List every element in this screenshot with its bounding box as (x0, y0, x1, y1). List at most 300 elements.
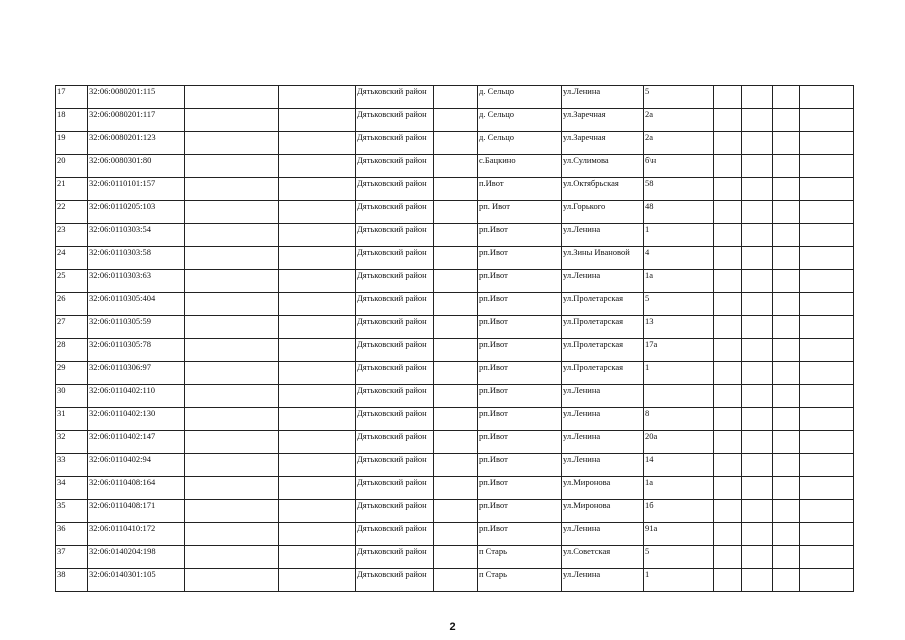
street-cell: ул.Ленина (562, 270, 644, 293)
settlement-cell: рп.Ивот (478, 523, 562, 546)
empty-cell (742, 339, 773, 362)
row-number-cell: 30 (56, 385, 88, 408)
empty-cell (279, 224, 356, 247)
cadastral-number-cell: 32:06:0110410:172 (88, 523, 185, 546)
house-number-cell: 13 (644, 316, 714, 339)
house-number-cell: 14 (644, 454, 714, 477)
street-cell: ул.Миронова (562, 500, 644, 523)
empty-cell (279, 316, 356, 339)
empty-cell (773, 500, 800, 523)
empty-cell (185, 109, 279, 132)
empty-cell (714, 339, 742, 362)
empty-cell (800, 339, 854, 362)
table-row (56, 86, 854, 109)
settlement-cell: рп.Ивот (478, 431, 562, 454)
empty-cell (800, 523, 854, 546)
empty-cell (773, 362, 800, 385)
empty-cell (714, 500, 742, 523)
district-cell: Дятьковский район (356, 477, 434, 500)
table-body (56, 86, 854, 592)
empty-cell (279, 132, 356, 155)
empty-cell (714, 385, 742, 408)
empty-cell (185, 224, 279, 247)
empty-cell (773, 431, 800, 454)
district-cell: Дятьковский район (356, 201, 434, 224)
settlement-cell: рп.Ивот (478, 500, 562, 523)
table-row (56, 546, 854, 569)
page-number: 2 (449, 621, 456, 633)
street-cell: ул.Заречная (562, 109, 644, 132)
district-cell: Дятьковский район (356, 316, 434, 339)
empty-cell (185, 546, 279, 569)
empty-cell (800, 569, 854, 592)
empty-cell (185, 385, 279, 408)
empty-cell (279, 270, 356, 293)
empty-cell (742, 454, 773, 477)
empty-cell (185, 316, 279, 339)
empty-cell (714, 293, 742, 316)
row-number-cell: 25 (56, 270, 88, 293)
empty-cell (773, 201, 800, 224)
empty-cell (279, 523, 356, 546)
empty-cell (279, 569, 356, 592)
cadastral-number-cell: 32:06:0080201:123 (88, 132, 185, 155)
empty-cell (800, 546, 854, 569)
street-cell: ул.Пролетарская (562, 339, 644, 362)
row-number-cell: 38 (56, 569, 88, 592)
empty-cell (773, 293, 800, 316)
street-cell: ул.Ленина (562, 385, 644, 408)
empty-cell (773, 454, 800, 477)
district-cell: Дятьковский район (356, 86, 434, 109)
empty-cell (742, 477, 773, 500)
empty-cell (434, 385, 478, 408)
empty-cell (185, 454, 279, 477)
empty-cell (714, 523, 742, 546)
empty-cell (800, 408, 854, 431)
street-cell: ул.Горького (562, 201, 644, 224)
empty-cell (279, 408, 356, 431)
empty-cell (773, 270, 800, 293)
empty-cell (800, 431, 854, 454)
empty-cell (773, 132, 800, 155)
street-cell: ул.Зины Ивановой (562, 247, 644, 270)
table-row (56, 339, 854, 362)
row-number-cell: 31 (56, 408, 88, 431)
cadastral-number-cell: 32:06:0080201:117 (88, 109, 185, 132)
empty-cell (714, 569, 742, 592)
cadastral-number-cell: 32:06:0110205:103 (88, 201, 185, 224)
empty-cell (185, 408, 279, 431)
district-cell: Дятьковский район (356, 155, 434, 178)
street-cell: ул.Октябрьская (562, 178, 644, 201)
empty-cell (714, 546, 742, 569)
table-row (56, 385, 854, 408)
empty-cell (773, 523, 800, 546)
street-cell: ул.Миронова (562, 477, 644, 500)
house-number-cell: 91а (644, 523, 714, 546)
empty-cell (279, 178, 356, 201)
street-cell: ул.Ленина (562, 523, 644, 546)
empty-cell (773, 109, 800, 132)
empty-cell (800, 224, 854, 247)
row-number-cell: 18 (56, 109, 88, 132)
empty-cell (279, 293, 356, 316)
empty-cell (773, 178, 800, 201)
empty-cell (434, 109, 478, 132)
row-number-cell: 34 (56, 477, 88, 500)
empty-cell (185, 178, 279, 201)
cadastral-number-cell: 32:06:0080201:115 (88, 86, 185, 109)
empty-cell (279, 454, 356, 477)
empty-cell (185, 86, 279, 109)
empty-cell (185, 247, 279, 270)
row-number-cell: 36 (56, 523, 88, 546)
empty-cell (742, 362, 773, 385)
empty-cell (773, 316, 800, 339)
empty-cell (800, 247, 854, 270)
district-cell: Дятьковский район (356, 339, 434, 362)
empty-cell (773, 86, 800, 109)
house-number-cell (644, 385, 714, 408)
row-number-cell: 37 (56, 546, 88, 569)
row-number-cell: 24 (56, 247, 88, 270)
empty-cell (434, 569, 478, 592)
empty-cell (185, 523, 279, 546)
table-row (56, 224, 854, 247)
empty-cell (185, 569, 279, 592)
street-cell: ул.Пролетарская (562, 316, 644, 339)
empty-cell (742, 569, 773, 592)
empty-cell (434, 178, 478, 201)
table-row (56, 293, 854, 316)
empty-cell (742, 132, 773, 155)
empty-cell (800, 132, 854, 155)
empty-cell (742, 316, 773, 339)
empty-cell (279, 546, 356, 569)
table-row (56, 362, 854, 385)
settlement-cell: с.Бацкино (478, 155, 562, 178)
empty-cell (279, 500, 356, 523)
house-number-cell: 58 (644, 178, 714, 201)
empty-cell (434, 293, 478, 316)
house-number-cell: б\н (644, 155, 714, 178)
empty-cell (742, 385, 773, 408)
settlement-cell: п.Ивот (478, 178, 562, 201)
table-row (56, 454, 854, 477)
empty-cell (800, 270, 854, 293)
empty-cell (434, 201, 478, 224)
empty-cell (434, 270, 478, 293)
settlement-cell: рп.Ивот (478, 454, 562, 477)
empty-cell (773, 247, 800, 270)
empty-cell (434, 523, 478, 546)
empty-cell (800, 385, 854, 408)
street-cell: ул.Ленина (562, 569, 644, 592)
settlement-cell: рп.Ивот (478, 362, 562, 385)
row-number-cell: 22 (56, 201, 88, 224)
empty-cell (714, 86, 742, 109)
row-number-cell: 35 (56, 500, 88, 523)
empty-cell (185, 293, 279, 316)
row-number-cell: 23 (56, 224, 88, 247)
settlement-cell: д. Сельцо (478, 132, 562, 155)
cadastral-number-cell: 32:06:0110303:63 (88, 270, 185, 293)
empty-cell (800, 155, 854, 178)
empty-cell (714, 178, 742, 201)
cadastral-number-cell: 32:06:0110305:59 (88, 316, 185, 339)
empty-cell (714, 454, 742, 477)
empty-cell (185, 339, 279, 362)
street-cell: ул.Пролетарская (562, 362, 644, 385)
district-cell: Дятьковский район (356, 569, 434, 592)
district-cell: Дятьковский район (356, 224, 434, 247)
cadastral-number-cell: 32:06:0080301:80 (88, 155, 185, 178)
row-number-cell: 19 (56, 132, 88, 155)
empty-cell (800, 86, 854, 109)
district-cell: Дятьковский район (356, 132, 434, 155)
empty-cell (185, 362, 279, 385)
empty-cell (714, 316, 742, 339)
empty-cell (714, 431, 742, 454)
house-number-cell: 2а (644, 109, 714, 132)
settlement-cell: рп.Ивот (478, 339, 562, 362)
table-row (56, 431, 854, 454)
cadastral-number-cell: 32:06:0110303:54 (88, 224, 185, 247)
row-number-cell: 28 (56, 339, 88, 362)
empty-cell (714, 362, 742, 385)
empty-cell (434, 546, 478, 569)
empty-cell (773, 224, 800, 247)
empty-cell (742, 178, 773, 201)
empty-cell (279, 86, 356, 109)
empty-cell (773, 408, 800, 431)
house-number-cell: 17а (644, 339, 714, 362)
empty-cell (185, 201, 279, 224)
table-row (56, 270, 854, 293)
house-number-cell: 48 (644, 201, 714, 224)
street-cell: ул.Ленина (562, 408, 644, 431)
street-cell: ул.Сулимова (562, 155, 644, 178)
empty-cell (773, 339, 800, 362)
empty-cell (800, 362, 854, 385)
district-cell: Дятьковский район (356, 523, 434, 546)
settlement-cell: рп.Ивот (478, 270, 562, 293)
empty-cell (773, 477, 800, 500)
cadastral-number-cell: 32:06:0110402:130 (88, 408, 185, 431)
empty-cell (714, 224, 742, 247)
row-number-cell: 29 (56, 362, 88, 385)
district-cell: Дятьковский район (356, 362, 434, 385)
settlement-cell: рп.Ивот (478, 247, 562, 270)
empty-cell (434, 316, 478, 339)
street-cell: ул.Пролетарская (562, 293, 644, 316)
street-cell: ул.Заречная (562, 132, 644, 155)
empty-cell (434, 408, 478, 431)
empty-cell (800, 477, 854, 500)
settlement-cell: рп.Ивот (478, 224, 562, 247)
table-row (56, 569, 854, 592)
empty-cell (742, 224, 773, 247)
settlement-cell: д. Сельцо (478, 86, 562, 109)
empty-cell (800, 201, 854, 224)
empty-cell (279, 385, 356, 408)
empty-cell (714, 155, 742, 178)
empty-cell (714, 132, 742, 155)
table-row (56, 247, 854, 270)
cadastral-number-cell: 32:06:0110408:171 (88, 500, 185, 523)
empty-cell (773, 569, 800, 592)
settlement-cell: рп.Ивот (478, 293, 562, 316)
table-row (56, 477, 854, 500)
empty-cell (279, 362, 356, 385)
empty-cell (185, 477, 279, 500)
district-cell: Дятьковский район (356, 408, 434, 431)
empty-cell (185, 132, 279, 155)
settlement-cell: рп. Ивот (478, 201, 562, 224)
district-cell: Дятьковский район (356, 500, 434, 523)
empty-cell (742, 155, 773, 178)
table-row (56, 523, 854, 546)
empty-cell (185, 500, 279, 523)
district-cell: Дятьковский район (356, 431, 434, 454)
empty-cell (279, 155, 356, 178)
empty-cell (185, 270, 279, 293)
empty-cell (434, 155, 478, 178)
empty-cell (434, 454, 478, 477)
house-number-cell: 8 (644, 408, 714, 431)
empty-cell (279, 431, 356, 454)
empty-cell (742, 201, 773, 224)
cadastral-number-cell: 32:06:0110303:58 (88, 247, 185, 270)
cadastral-number-cell: 32:06:0110305:404 (88, 293, 185, 316)
house-number-cell: 1 (644, 569, 714, 592)
empty-cell (714, 408, 742, 431)
cadastral-number-cell: 32:06:0110402:94 (88, 454, 185, 477)
empty-cell (714, 270, 742, 293)
empty-cell (773, 546, 800, 569)
house-number-cell: 20а (644, 431, 714, 454)
street-cell: ул.Ленина (562, 224, 644, 247)
empty-cell (800, 293, 854, 316)
table-row (56, 408, 854, 431)
cadastral-number-cell: 32:06:0110306:97 (88, 362, 185, 385)
district-cell: Дятьковский район (356, 293, 434, 316)
cadastral-number-cell: 32:06:0110305:78 (88, 339, 185, 362)
street-cell: ул.Советская (562, 546, 644, 569)
row-number-cell: 32 (56, 431, 88, 454)
empty-cell (434, 431, 478, 454)
cadastral-number-cell: 32:06:0140301:105 (88, 569, 185, 592)
table-row (56, 178, 854, 201)
house-number-cell: 1а (644, 477, 714, 500)
empty-cell (742, 431, 773, 454)
empty-cell (742, 247, 773, 270)
empty-cell (434, 247, 478, 270)
street-cell: ул.Ленина (562, 431, 644, 454)
settlement-cell: рп.Ивот (478, 408, 562, 431)
table-row (56, 316, 854, 339)
house-number-cell: 5 (644, 86, 714, 109)
cadastral-number-cell: 32:06:0110402:147 (88, 431, 185, 454)
empty-cell (279, 477, 356, 500)
district-cell: Дятьковский район (356, 546, 434, 569)
district-cell: Дятьковский район (356, 454, 434, 477)
district-cell: Дятьковский район (356, 178, 434, 201)
row-number-cell: 17 (56, 86, 88, 109)
house-number-cell: 2а (644, 132, 714, 155)
empty-cell (742, 293, 773, 316)
table-row (56, 500, 854, 523)
empty-cell (742, 270, 773, 293)
cadastral-number-cell: 32:06:0110402:110 (88, 385, 185, 408)
empty-cell (185, 155, 279, 178)
table-row (56, 155, 854, 178)
table-row (56, 201, 854, 224)
settlement-cell: п Старь (478, 569, 562, 592)
settlement-cell: рп.Ивот (478, 477, 562, 500)
empty-cell (279, 339, 356, 362)
house-number-cell: 5 (644, 293, 714, 316)
empty-cell (714, 109, 742, 132)
empty-cell (279, 247, 356, 270)
house-number-cell: 4 (644, 247, 714, 270)
empty-cell (185, 431, 279, 454)
street-cell: ул.Ленина (562, 86, 644, 109)
empty-cell (742, 500, 773, 523)
settlement-cell: рп.Ивот (478, 316, 562, 339)
empty-cell (800, 109, 854, 132)
district-cell: Дятьковский район (356, 247, 434, 270)
empty-cell (742, 523, 773, 546)
empty-cell (434, 86, 478, 109)
empty-cell (434, 362, 478, 385)
table-row (56, 109, 854, 132)
empty-cell (773, 385, 800, 408)
empty-cell (742, 408, 773, 431)
empty-cell (800, 454, 854, 477)
district-cell: Дятьковский район (356, 270, 434, 293)
empty-cell (800, 316, 854, 339)
empty-cell (800, 178, 854, 201)
empty-cell (434, 500, 478, 523)
row-number-cell: 21 (56, 178, 88, 201)
empty-cell (434, 339, 478, 362)
row-number-cell: 26 (56, 293, 88, 316)
empty-cell (279, 201, 356, 224)
house-number-cell: 1б (644, 500, 714, 523)
house-number-cell: 1а (644, 270, 714, 293)
empty-cell (742, 546, 773, 569)
empty-cell (434, 224, 478, 247)
street-cell: ул.Ленина (562, 454, 644, 477)
cadastral-number-cell: 32:06:0110408:164 (88, 477, 185, 500)
empty-cell (742, 109, 773, 132)
table-row (56, 132, 854, 155)
row-number-cell: 20 (56, 155, 88, 178)
cadastral-number-cell: 32:06:0110101:157 (88, 178, 185, 201)
land-register-table (55, 85, 854, 592)
empty-cell (434, 477, 478, 500)
row-number-cell: 27 (56, 316, 88, 339)
empty-cell (279, 109, 356, 132)
district-cell: Дятьковский район (356, 109, 434, 132)
empty-cell (714, 477, 742, 500)
house-number-cell: 1 (644, 362, 714, 385)
settlement-cell: п Старь (478, 546, 562, 569)
empty-cell (800, 500, 854, 523)
house-number-cell: 5 (644, 546, 714, 569)
